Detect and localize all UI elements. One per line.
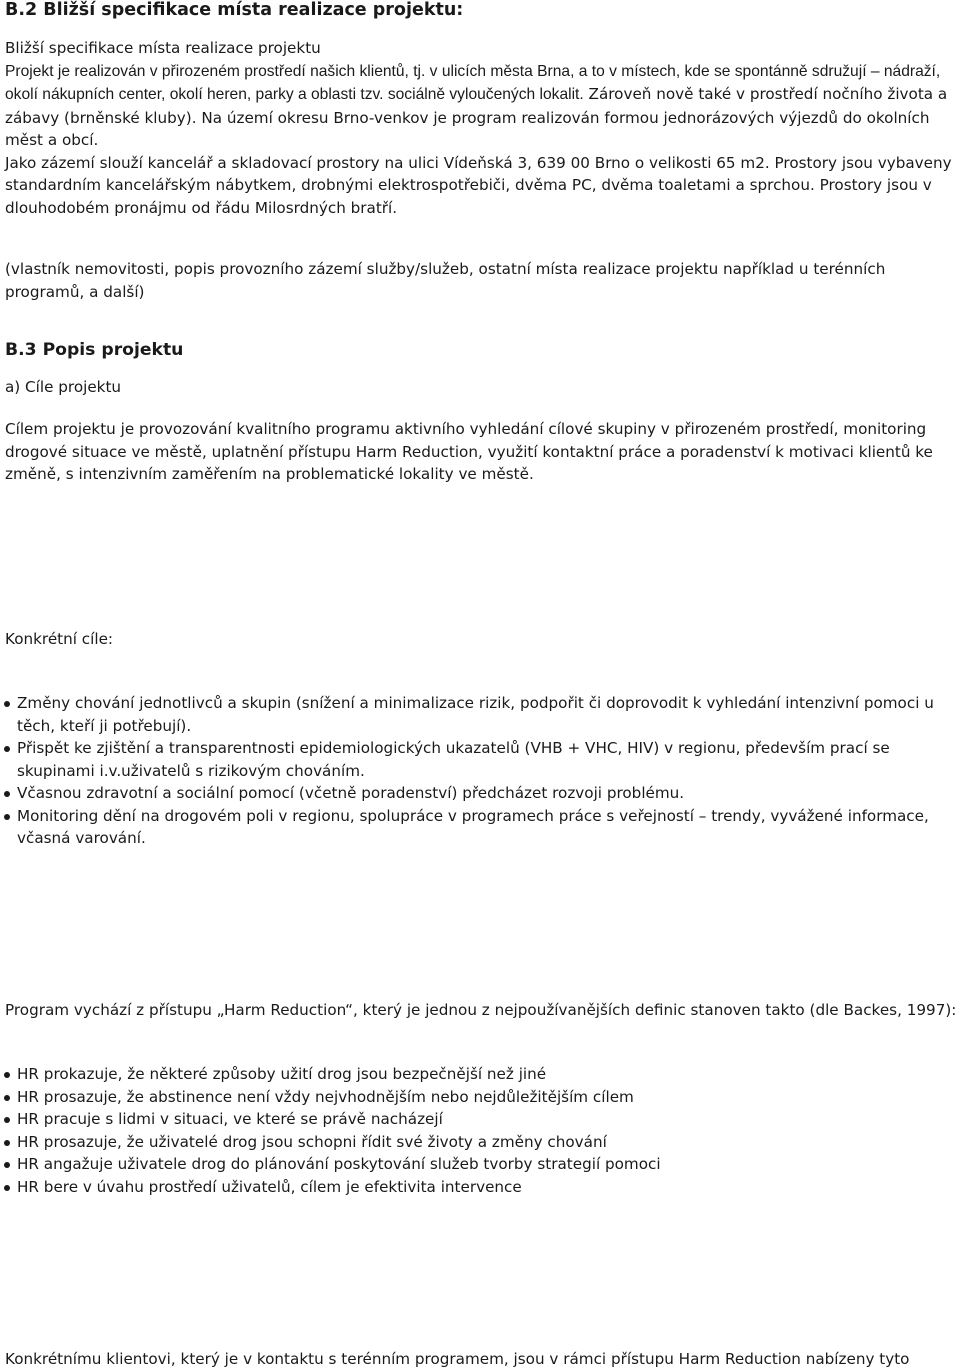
list-item-text: HR bere v úvahu prostředí uživatelů, cílem je efektivita intervence [17,1177,522,1196]
list-item [0,1131,958,1154]
bullet-icon [4,1095,10,1101]
bullet-icon [4,1140,10,1146]
bullet-icon [4,1185,10,1191]
goals-paragraph: Cílem projektu je provozování kvalitního programu aktivního vyhledání cílové skupiny v přirozeném prostředí, monitoring drogové situace ve městě, uplatnění přístupu Harm Reduction, využití kontaktní práce a poradenství k motivaci klientů ke změně, s intenzivním zaměřením na problematické lokality ve městě. [5,420,933,483]
bullet-icon [4,701,10,707]
list-item [0,1108,958,1131]
bullet-icon [4,746,10,752]
list-item-text: Monitoring dění na drogovém poli v regionu, spolupráce v programech práce s veřejností – trendy, vyvážené informace, včasná varování. [17,806,929,847]
list-item [0,1176,958,1199]
list-item-text: Změny chování jednotlivců a skupin (snížení a minimalizace rizik, podpořit či doprovodit k vyhledání intenzivní pomoci u těch, kteří ji potřebují). [17,694,934,735]
spec-note: (vlastník nemovitosti, popis provozního zázemí služby/služeb, ostatní místa realizace projektu například u terénních programů, a další) [5,260,886,301]
list-item [0,692,958,737]
list-item [0,1086,958,1109]
bullet-icon [4,814,10,820]
place-specification [5,37,958,219]
section-b3-heading: B.3 Popis projektu [5,340,184,360]
section-b2-heading: B.2 Bližší specifikace místa realizace projektu: [5,0,464,20]
concrete-goals-label: Konkrétní cíle: [5,630,114,648]
list-item-text: HR prosazuje, že uživatelé drog jsou schopni řídit své životy a změny chování [17,1132,607,1151]
list-item-text: HR prosazuje, že abstinence není vždy nejvhodnějším nebo nejdůležitějším cílem [17,1087,634,1106]
list-item [0,1063,958,1086]
bullet-icon [4,791,10,797]
goals-heading: a) Cíle projektu [5,378,122,396]
spec-paragraph-location-part2: Zároveň nově také v prostředí nočního života a zábavy (brněnské kluby). Na území okresu Brno-venkov je program realizován formou jednorázových výjezdů do okolních měst a obcí. [5,85,948,149]
spec-title: Bližší specifikace místa realizace projektu [5,39,321,57]
list-item [0,782,958,805]
spec-paragraph-premises: Jako zázemí slouží kancelář a skladovací prostory na ulici Vídeňská 3, 639 00 Brno o velikosti 65 m2. Prostory jsou vybaveny standardním kancelářským nábytkem, drobnými elektrospotřebiči, dvěma PC, dvěma toaletami a sprchou. Prostory jsou v dlouhodobém pronájmu od řádu Milosrdných bratří. [5,153,952,217]
list-item-text: Přispět ke zjištění a transparentnosti epidemiologických ukazatelů (VHB + VHC, HIV) v regionu, především prací se skupinami i.v.uživatelů s rizikovým chováním. [17,739,890,780]
bullet-icon [4,1117,10,1123]
list-item-text: HR angažuje uživatele drog do plánování poskytování služeb tvorby strategií pomoci [17,1155,661,1173]
list-item-text: HR pracuje s lidmi v situaci, ve které se právě nacházejí [17,1110,443,1128]
list-item-text: HR prokazuje, že některé způsoby užití drog jsou bezpečnější než jiné [17,1065,547,1083]
bullet-icon [4,1162,10,1168]
list-item [0,1153,958,1176]
list-item [0,805,958,850]
list-item [0,737,958,782]
harm-reduction-intro: Program vychází z přístupu „Harm Reduction“, který je jednou z nejpoužívanějších definic stanoven takto (dle Backes, 1997): [5,1001,957,1019]
spec-paragraph-location-part1: Projekt je realizován v přirozeném prostředí našich klientů, tj. v ulicích města Brna, a to v místech, kde se spontánně sdružují – nádraží, okolí nákupních center, okolí heren, parky a oblasti tzv. sociálně vyloučených lokalit. [5,62,941,103]
list-item-text: Včasnou zdravotní a sociální pomocí (včetně poradenství) předcházet rozvoji problému. [17,784,685,802]
concrete-goals-list [0,692,958,850]
bullet-icon [4,1072,10,1078]
spec-paragraph-location [5,60,958,152]
harm-reduction-list [0,1063,958,1198]
closing-paragraph: Konkrétnímu klientovi, který je v kontaktu s terénním programem, jsou v rámci přístupu Harm Reduction nabízeny tyto [5,1350,910,1368]
